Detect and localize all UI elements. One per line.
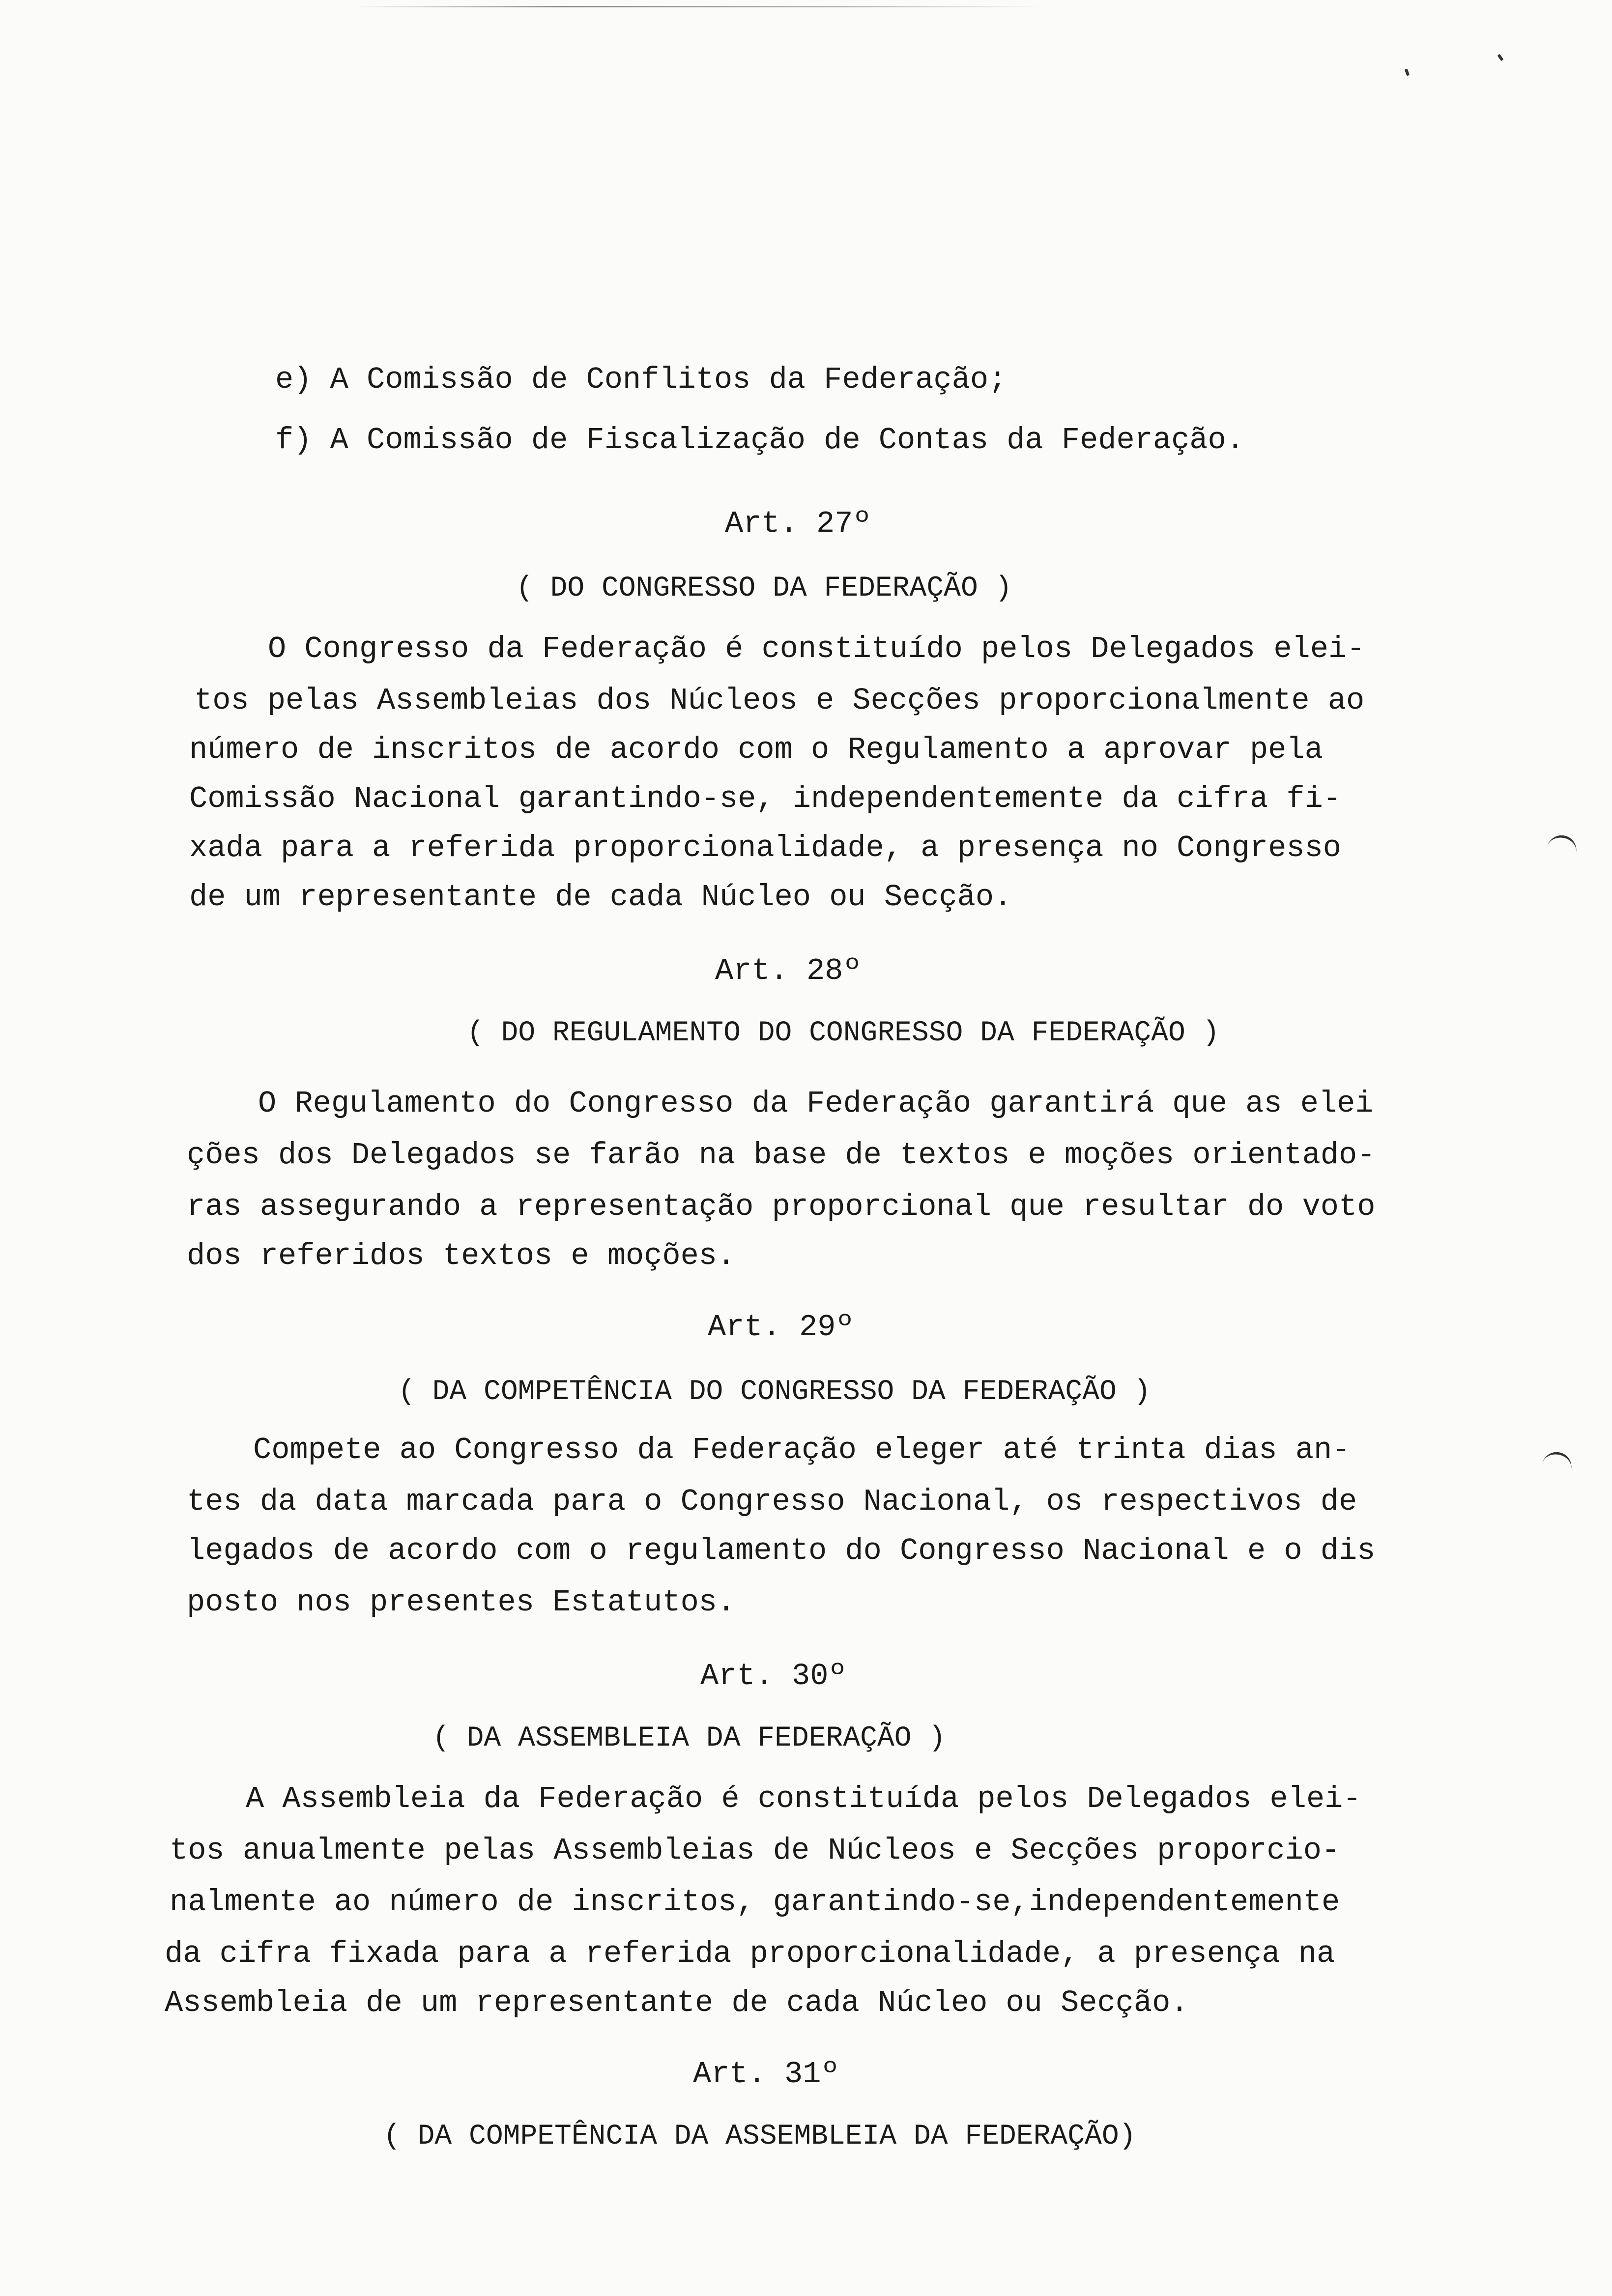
- article-28-title: ( DO REGULAMENTO DO CONGRESSO DA FEDERAÇÃO ): [467, 1017, 1220, 1049]
- article-31-number: Art. 31º: [693, 2057, 839, 2092]
- article-27-line-3: número de inscritos de acordo com o Regulamento a aprovar pela: [189, 732, 1323, 767]
- article-27-line-6: de um representante de cada Núcleo ou Secção.: [189, 880, 1012, 915]
- article-30-line-5: Assembleia de um representante de cada Núcleo ou Secção.: [165, 1985, 1189, 2020]
- article-30-line-4: da cifra fixada para a referida proporcionalidade, a presença na: [165, 1936, 1335, 1971]
- article-29-line-4: posto nos presentes Estatutos.: [187, 1585, 736, 1620]
- article-30-number: Art. 30º: [700, 1659, 847, 1693]
- article-30-line-2: tos anualmente pelas Assembleias de Núcleos e Secções proporcio-: [170, 1833, 1340, 1868]
- article-28-line-2: ções dos Delegados se farão na base de textos e moções orientado-: [187, 1138, 1376, 1173]
- article-28-line-4: dos referidos textos e moções.: [187, 1238, 736, 1273]
- article-29-line-3: legados de acordo com o regulamento do Congresso Nacional e o dis: [187, 1533, 1376, 1568]
- article-29-title: ( DA COMPETÊNCIA DO CONGRESSO DA FEDERAÇÃO ): [398, 1376, 1151, 1408]
- article-30-line-1: A Assembleia da Federação é constituída pelos Delegados elei-: [246, 1781, 1361, 1816]
- article-28-line-3: ras assegurando a representação proporcional que resultar do voto: [187, 1189, 1376, 1224]
- list-item-e: e) A Comissão de Conflitos da Federação;: [275, 362, 1007, 397]
- scan-speck: [1405, 68, 1410, 76]
- article-30-title: ( DA ASSEMBLEIA DA FEDERAÇÃO ): [432, 1722, 946, 1754]
- article-30-line-3: nalmente ao número de inscritos, garantindo-se,independentemente: [170, 1885, 1340, 1920]
- article-27-title: ( DO CONGRESSO DA FEDERAÇÃO ): [516, 573, 1012, 604]
- article-27-line-4: Comissão Nacional garantindo-se, independentemente da cifra fi-: [189, 781, 1341, 816]
- article-27-number: Art. 27º: [725, 506, 871, 541]
- margin-mark: [1542, 1449, 1574, 1472]
- article-31-title: ( DA COMPETÊNCIA DA ASSEMBLEIA DA FEDERAÇÃO): [383, 2121, 1136, 2152]
- article-27-line-5: xada para a referida proporcionalidade, a presença no Congresso: [189, 831, 1341, 865]
- article-29-line-1: Compete ao Congresso da Federação eleger até trinta dias an-: [253, 1433, 1351, 1467]
- scan-artifact-line: [354, 6, 1042, 7]
- article-27-line-1: O Congresso da Federação é constituído pelos Delegados elei-: [268, 631, 1365, 666]
- article-29-line-2: tes da data marcada para o Congresso Nacional, os respectivos de: [187, 1484, 1357, 1519]
- article-28-line-1: O Regulamento do Congresso da Federação garantirá que as elei: [258, 1086, 1374, 1121]
- margin-mark: [1547, 832, 1579, 856]
- article-28-number: Art. 28º: [715, 953, 862, 988]
- article-29-number: Art. 29º: [708, 1310, 854, 1345]
- article-27-line-2: tos pelas Assembleias dos Núcleos e Secções proporcionalmente ao: [194, 683, 1365, 718]
- list-item-f: f) A Comissão de Fiscalização de Contas da Federação.: [275, 423, 1244, 458]
- scan-speck: [1497, 54, 1504, 61]
